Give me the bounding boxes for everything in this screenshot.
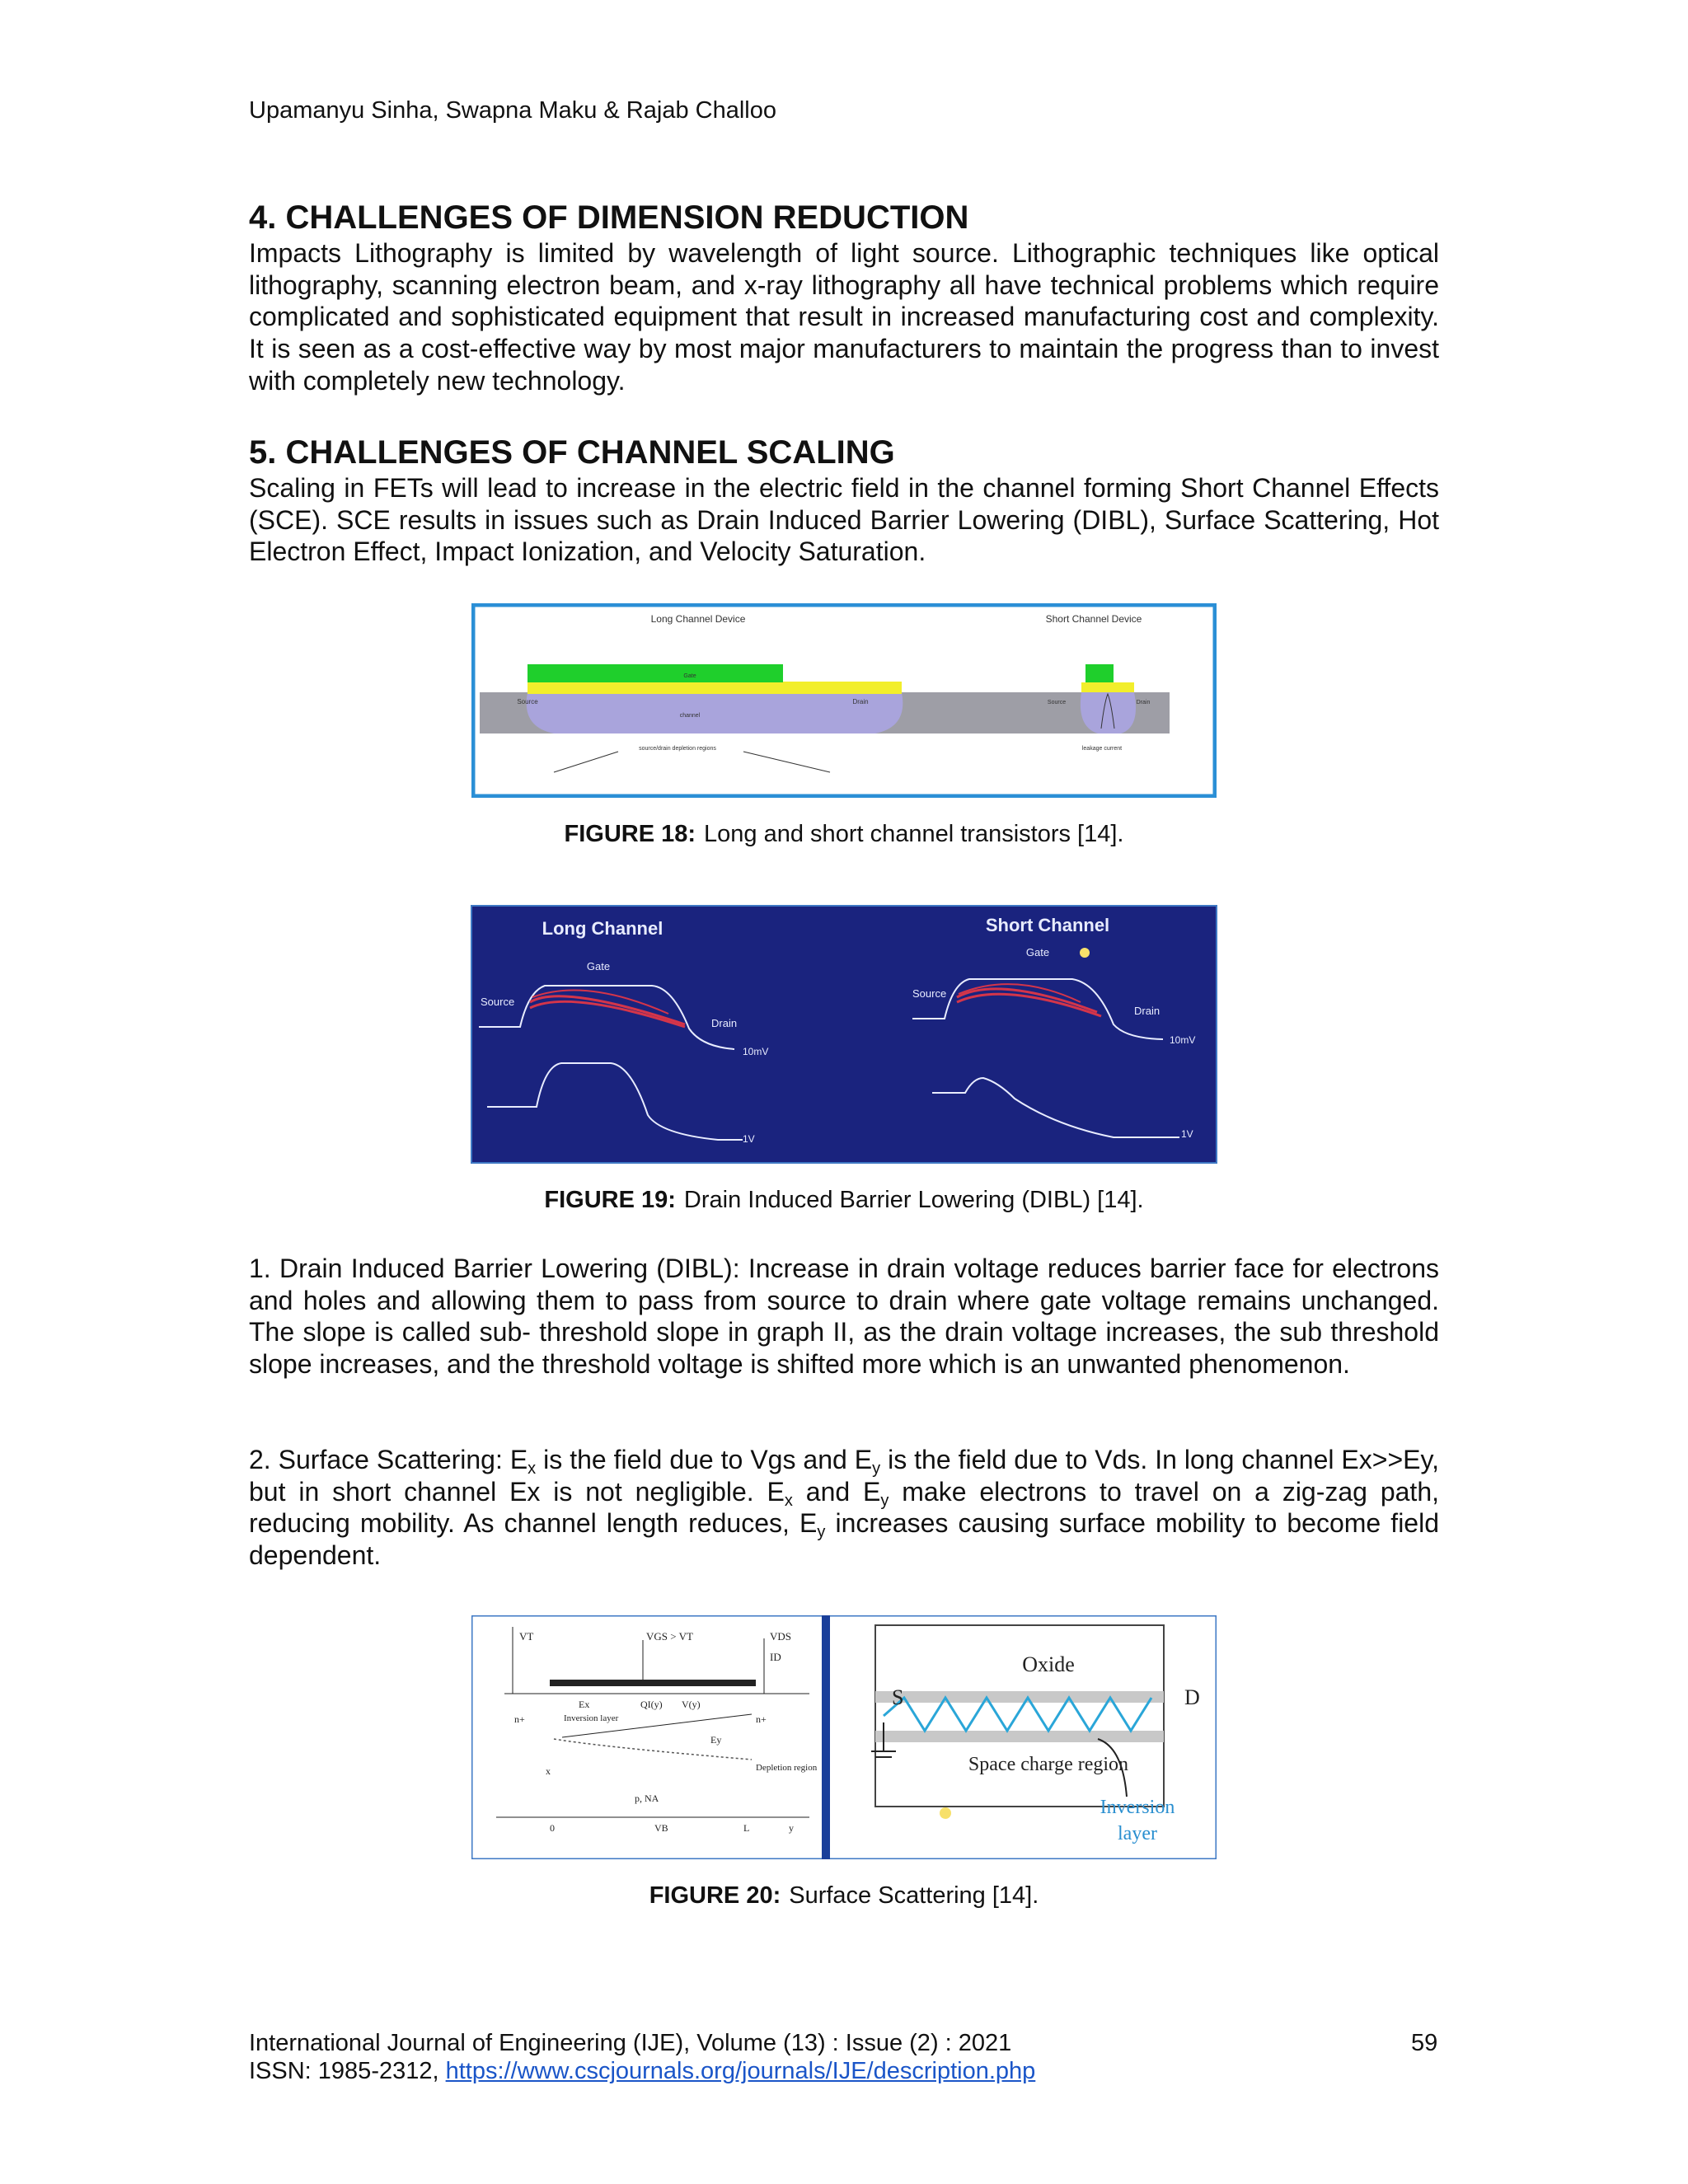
fig20-x: x: [546, 1765, 551, 1777]
figure-18-label: FIGURE 18:: [564, 821, 696, 847]
fig20-inversion-line1: Inversion: [1100, 1797, 1175, 1818]
fig19-short-gate: Gate: [1025, 946, 1050, 958]
figure-18-image: [471, 603, 1217, 798]
section-5-paragraph: Scaling in FETs will lead to increase in the electric field in the channel forming Short Channel Effects (SCE). SCE results in issues such as Drain Induced Barrier Lowering (DIBL), Surface Scattering, Hot Electron Effect, Impact Ionization, and Velocity Saturation.: [249, 473, 1439, 567]
figure-18-caption: [0, 821, 1688, 848]
figure-18-caption-text: Long and short channel transistors [14].: [704, 821, 1124, 847]
footer-link[interactable]: https://www.cscjournals.org/journals/IJE/description.php: [445, 2058, 1036, 2084]
fig20-vb: VB: [654, 1822, 668, 1834]
fig20-depletion: Depletion region: [756, 1763, 818, 1773]
figure-20-caption: [0, 1882, 1688, 1910]
page-number: 59: [1411, 2030, 1438, 2056]
figure-19-label: FIGURE 19:: [544, 1187, 676, 1213]
fig19-short-drain: Drain: [1134, 1005, 1160, 1017]
fig19-short-title: Short Channel: [985, 915, 1110, 935]
fig18-channel-label: channel: [679, 713, 701, 719]
fig18-short-source-label: Source: [1047, 700, 1067, 705]
fig20-vy: V(y): [682, 1699, 701, 1710]
fig19-short-10mv: 10mV: [1170, 1034, 1196, 1046]
fig19-long-gate: Gate: [586, 960, 611, 972]
fig18-short-drain-label: Drain: [1136, 700, 1151, 705]
fig20-vgs: VGS > VT: [646, 1630, 693, 1643]
fig20-n1: n+: [514, 1713, 525, 1725]
fig20-L: L: [743, 1822, 750, 1834]
fig18-gate-label: Gate: [683, 673, 696, 679]
figure-20-image: [471, 1615, 1217, 1859]
fig20-id: ID: [770, 1651, 781, 1663]
fig18-short-title: Short Channel Device: [1045, 613, 1142, 625]
fig19-long-1v: 1V: [743, 1133, 755, 1145]
fig20-oxide: Oxide: [1022, 1652, 1075, 1676]
fig18-long-title: Long Channel Device: [650, 613, 746, 625]
fig20-S: S: [892, 1685, 904, 1709]
figure-19-image: [471, 905, 1217, 1164]
fig20-vds: VDS: [770, 1630, 792, 1643]
fig19-short-source: Source: [912, 987, 947, 1000]
list-item-dibl: 1. Drain Induced Barrier Lowering (DIBL): Increase in drain voltage reduces barrier face for electrons and holes and allowing them to pass from source to drain where gate voltage remains unchanged. The slope is called sub- threshold slope in graph II, as the drain voltage increases, the sub threshold slope increases, and the threshold voltage is shifted more which is an unwanted phenomenon.: [249, 1254, 1439, 1380]
fig20-y: y: [789, 1822, 794, 1834]
footer-journal: International Journal of Engineering (IJE), Volume (13) : Issue (2) : 2021: [249, 2030, 1012, 2056]
fig20-qi: QI(y): [640, 1699, 663, 1710]
fig20-inversion-line2: layer: [1118, 1823, 1157, 1844]
section-4-paragraph: Impacts Lithography is limited by wavelength of light source. Lithographic techniques like optical lithography, scanning electron beam, and x-ray lithography all have technical problems which require complicated and sophisticated equipment that result in increased manufacturing cost and complexity. It is seen as a cost-effective way by most major manufacturers to maintain the progress than to invest with completely new technology.: [249, 238, 1439, 396]
running-header: Upamanyu Sinha, Swapna Maku & Rajab Challoo: [249, 97, 776, 124]
fig19-long-title: Long Channel: [542, 918, 663, 939]
fig20-zero: 0: [550, 1822, 555, 1834]
list-item-surface-scattering: 2. Surface Scattering: $E_x$ is the field due to Vgs and $E_y$ is the field due to Vds. In long channel Ex>>Ey, but in short channel Ex is not negligible. $E_x$ and $E_y$ make electrons to travel on a zig-zag path, reducing mobility. As channel length reduces, $E_y$ increases causing surface mobility to become field dependent.: [249, 1445, 1440, 1571]
section-5-heading: 5. CHALLENGES OF CHANNEL SCALING: [249, 434, 895, 471]
figure-19-caption: [0, 1187, 1688, 1214]
fig20-n2: n+: [756, 1713, 767, 1725]
fig20-space-charge: Space charge region: [968, 1754, 1129, 1775]
fig20-ex: Ex: [579, 1699, 590, 1710]
fig18-drain-label: Drain: [852, 698, 869, 705]
figure-20-caption-text: Surface Scattering [14].: [789, 1882, 1039, 1909]
figure-20-label: FIGURE 20:: [649, 1882, 781, 1909]
fig20-D: D: [1184, 1685, 1200, 1709]
fig20-inv: Inversion layer: [564, 1713, 619, 1723]
fig19-short-1v: 1V: [1181, 1128, 1193, 1140]
section-4-heading: 4. CHALLENGES OF DIMENSION REDUCTION: [249, 199, 969, 236]
footer-issn: ISSN: 1985-2312, https://www.cscjournals.org/journals/IJE/description.php: [249, 2058, 1036, 2084]
figure-19-caption-text: Drain Induced Barrier Lowering (DIBL) [14].: [683, 1187, 1144, 1213]
fig20-vt: VT: [519, 1630, 534, 1643]
fig19-long-source: Source: [481, 996, 515, 1008]
fig18-leakage-label: leakage current: [1081, 746, 1123, 752]
fig18-source-label: Source: [517, 698, 538, 705]
fig19-long-drain: Drain: [711, 1017, 738, 1029]
fig19-long-10mv: 10mV: [743, 1046, 769, 1057]
fig18-depletion-label: source/drain depletion regions: [639, 746, 716, 752]
fig20-pna: p, NA: [635, 1793, 659, 1804]
fig20-ey: Ey: [710, 1734, 722, 1746]
